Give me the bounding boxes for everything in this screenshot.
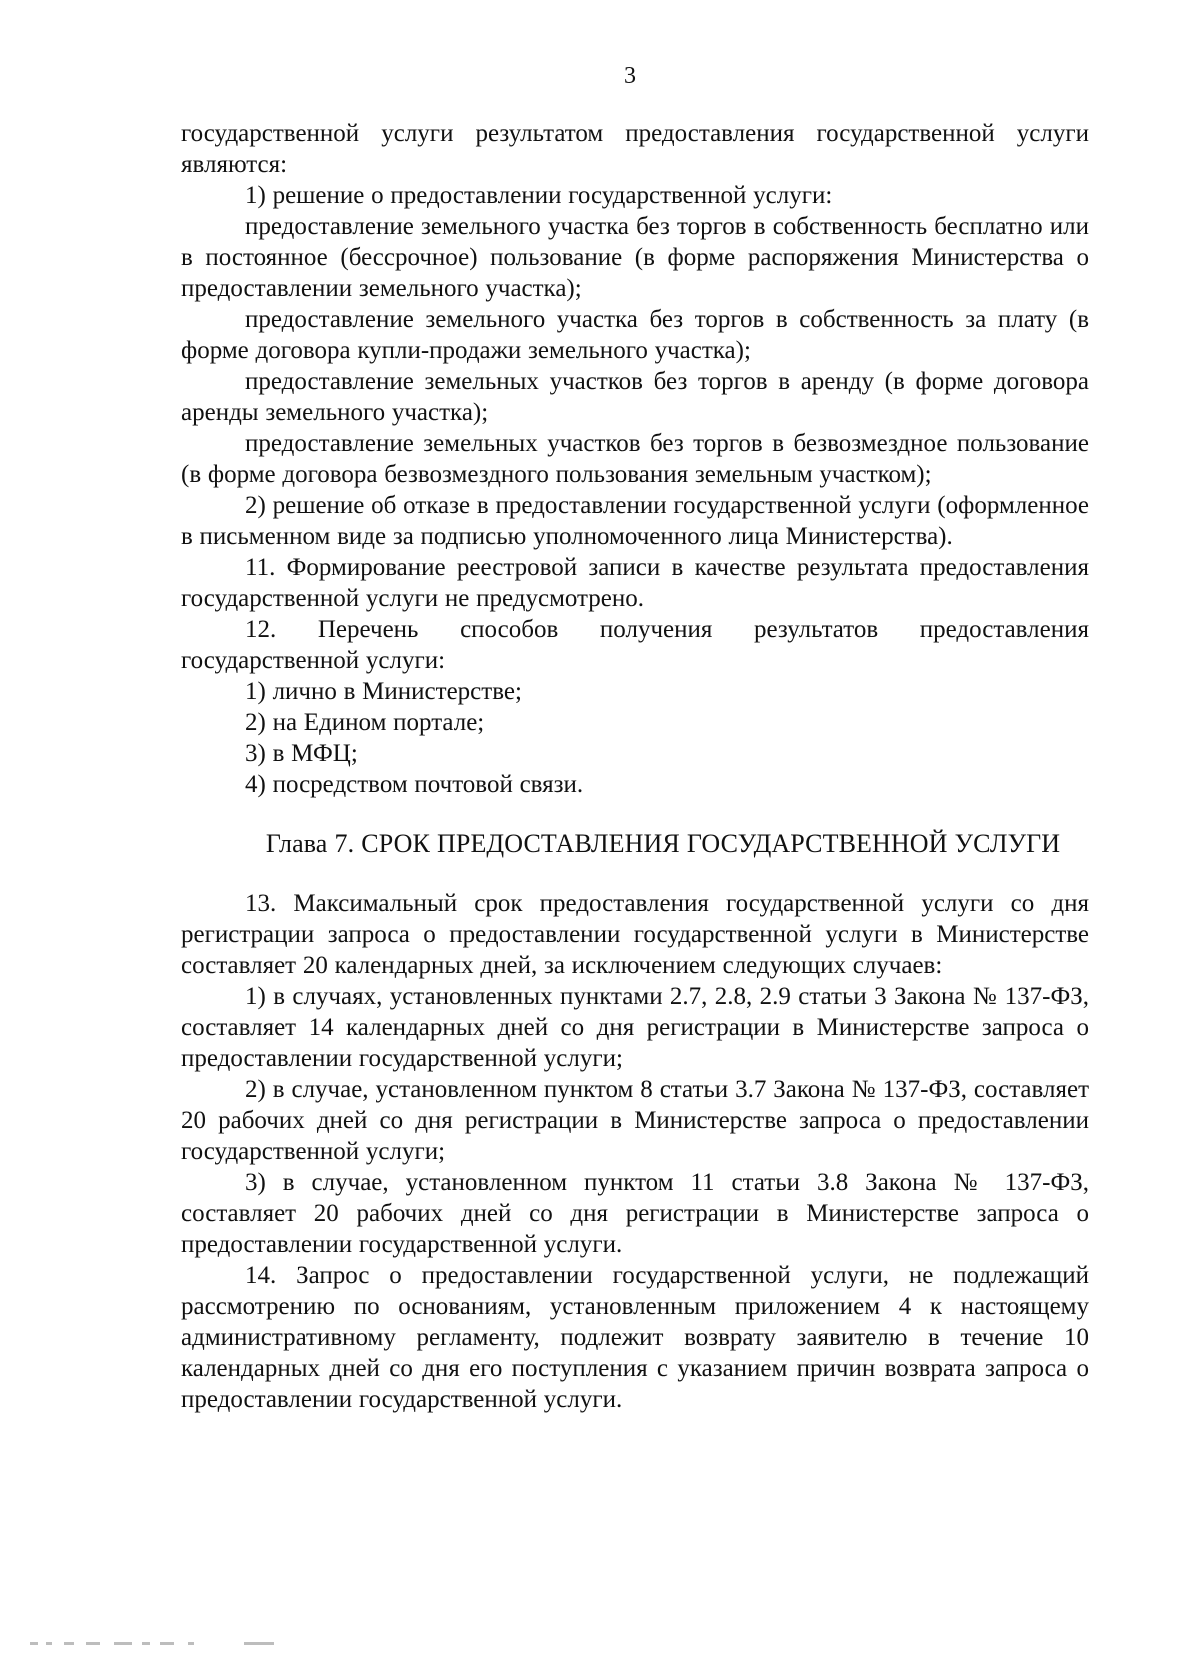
clause-13-item-2: 2) в случае, установленном пунктом 8 статьи 3.7 Закона № 137-ФЗ, составляет 20 рабочих дней со дня регистрации в Министерстве запроса о предоставлении государственной услуги; — [181, 1076, 1089, 1165]
result-option-free-use: предоставление земельных участков без торгов в безвозмездное пользование (в форме договора безвозмездного пользования земельным участком); — [181, 430, 1089, 488]
chapter-heading: Глава 7. СРОК ПРЕДОСТАВЛЕНИЯ ГОСУДАРСТВЕННОЙ УСЛУГИ — [265, 829, 1061, 858]
scan-artifact-marks — [30, 1642, 290, 1648]
method-item-4: 4) посредством почтовой связи. — [245, 771, 584, 798]
result-item-2-refusal: 2) решение об отказе в предоставлении государственной услуги (оформленное в письменном виде за подписью уполномоченного лица Министерства). — [181, 492, 1089, 550]
paragraph-continuation: государственной услуги результатом предоставления государственной услуги являются: — [181, 120, 1089, 178]
result-option-paid-ownership: предоставление земельного участка без торгов в собственность за плату (в форме договора купли-продажи земельного участка); — [181, 306, 1089, 364]
clause-13: 13. Максимальный срок предоставления государственной услуги со дня регистрации запроса о предоставлении государственной услуги в Министерстве составляет 20 календарных дней, за исключением следующих случаев: — [181, 890, 1089, 979]
method-item-2: 2) на Едином портале; — [245, 709, 485, 736]
method-item-1: 1) лично в Министерстве; — [245, 678, 522, 705]
clause-13-item-1: 1) в случаях, установленных пунктами 2.7, 2.8, 2.9 статьи 3 Закона № 137-ФЗ, составляет 14 календарных дней со дня регистрации в Министерстве запроса о предоставлении государственной услуги; — [181, 983, 1089, 1072]
result-option-free-ownership: предоставление земельного участка без торгов в собственность бесплатно или в постоянное (бессрочное) пользование (в форме распоряжения Министерства о предоставлении земельного участка); — [181, 213, 1089, 302]
document-body — [181, 118, 1089, 1415]
clause-11: 11. Формирование реестровой записи в качестве результата предоставления государственной услуги не предусмотрено. — [181, 554, 1089, 612]
clause-14: 14. Запрос о предоставлении государственной услуги, не подлежащий рассмотрению по основаниям, установленным приложением 4 к настоящему административному регламенту, подлежит возврату заявителю в течение 10 календарных дней со дня его поступления с указанием причин возврата запроса о предоставлении государственной услуги. — [181, 1262, 1089, 1413]
method-item-3: 3) в МФЦ; — [245, 740, 358, 767]
clause-12: 12. Перечень способов получения результатов предоставления государственной услуги: — [181, 616, 1089, 674]
page-number: 3 — [624, 63, 636, 89]
clause-13-item-3: 3) в случае, установленном пунктом 11 статьи 3.8 Закона № 137-ФЗ, составляет 20 рабочих дней со дня регистрации в Министерстве запроса о предоставлении государственной услуги. — [181, 1169, 1089, 1258]
result-item-1: 1) решение о предоставлении государственной услуги: — [245, 182, 833, 209]
result-option-lease: предоставление земельных участков без торгов в аренду (в форме договора аренды земельного участка); — [181, 368, 1089, 426]
